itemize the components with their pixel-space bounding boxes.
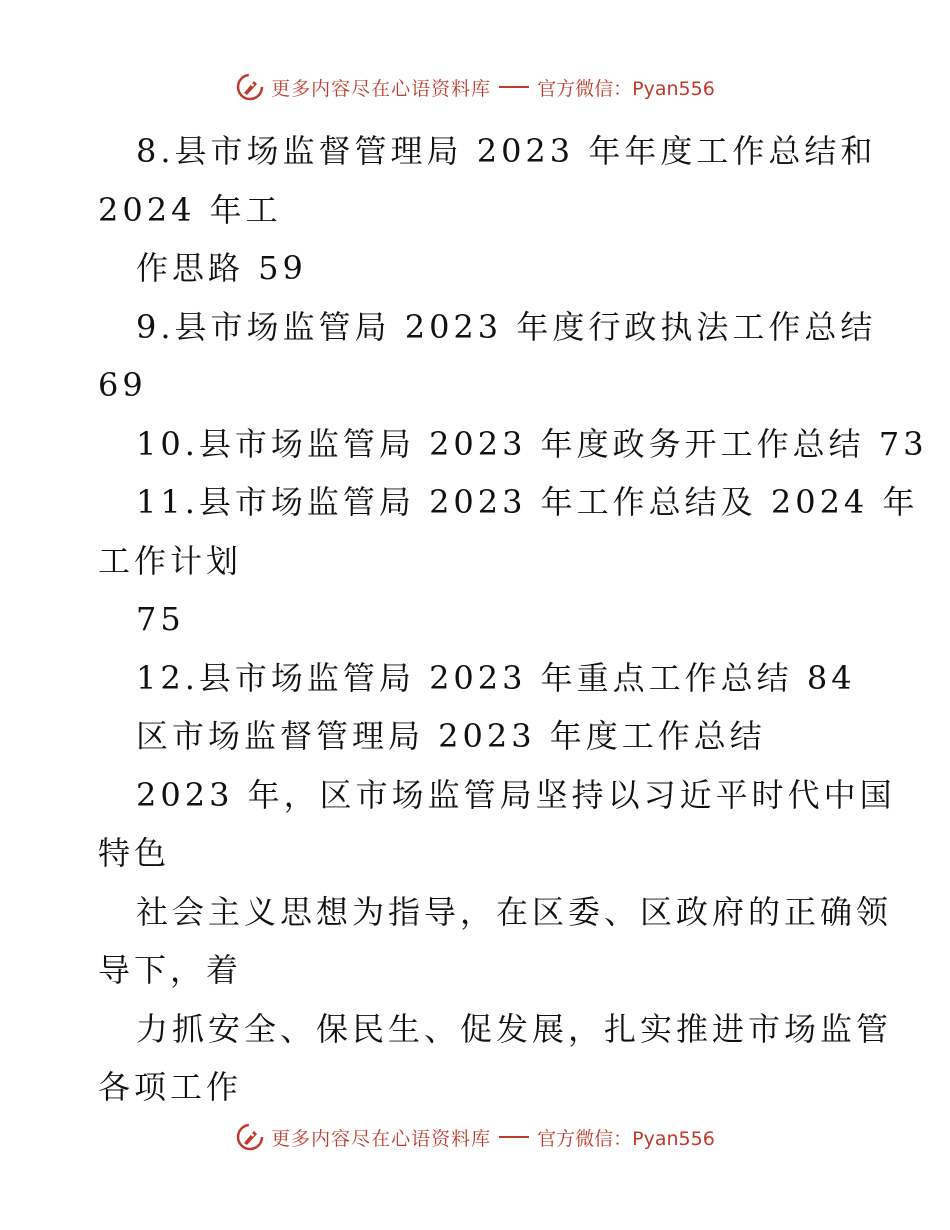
pen-nib-logo-icon bbox=[235, 72, 265, 102]
paragraph-line: 特色 bbox=[98, 834, 171, 872]
header-brand-text: 更多内容尽在心语资料库 bbox=[271, 77, 492, 100]
toc-entry-9: 9.县市场监管局 2023 年度行政执法工作总结 bbox=[136, 307, 877, 346]
page-header-watermark bbox=[0, 72, 950, 102]
toc-entry-12: 12.县市场监管局 2023 年重点工作总结 84 bbox=[136, 658, 856, 697]
footer-brand-text: 更多内容尽在心语资料库 bbox=[271, 1127, 492, 1150]
toc-entry-9-page: 69 bbox=[98, 366, 147, 404]
paragraph-line: 社会主义思想为指导，在区委、区政府的正确领 bbox=[136, 892, 893, 931]
paragraph-line: 各项工作 bbox=[98, 1068, 243, 1106]
footer-wechat-text: 官方微信：Pyan556 bbox=[537, 1127, 715, 1150]
toc-entry-11: 11.县市场监管局 2023 年工作总结及 2024 年 bbox=[136, 483, 919, 521]
toc-entry-10: 10.县市场监管局 2023 年度政务开工作总结 73 bbox=[136, 424, 928, 463]
section-title: 区市场监督管理局 2023 年度工作总结 bbox=[136, 717, 766, 755]
toc-entry-11-page: 75 bbox=[136, 600, 185, 638]
pen-nib-logo-icon bbox=[235, 1122, 265, 1152]
toc-entry-8-page: 作思路 59 bbox=[136, 249, 307, 287]
footer-separator bbox=[499, 1136, 529, 1138]
toc-entry-8-cont: 2024 年工 bbox=[98, 190, 282, 229]
paragraph-line: 2023 年，区市场监管局坚持以习近平时代中国 bbox=[136, 775, 896, 814]
page-footer-watermark bbox=[0, 1122, 950, 1152]
document-body bbox=[98, 122, 928, 1117]
toc-entry-11-cont: 工作计划 bbox=[98, 541, 243, 580]
paragraph-line: 导下，着 bbox=[98, 951, 243, 989]
toc-entry-8: 8.县市场监督管理局 2023 年年度工作总结和 bbox=[136, 132, 877, 170]
header-separator bbox=[499, 86, 529, 88]
paragraph-line: 力抓安全、保民生、促发展，扎实推进市场监管 bbox=[136, 1009, 893, 1048]
header-wechat-text: 官方微信：Pyan556 bbox=[537, 77, 715, 100]
